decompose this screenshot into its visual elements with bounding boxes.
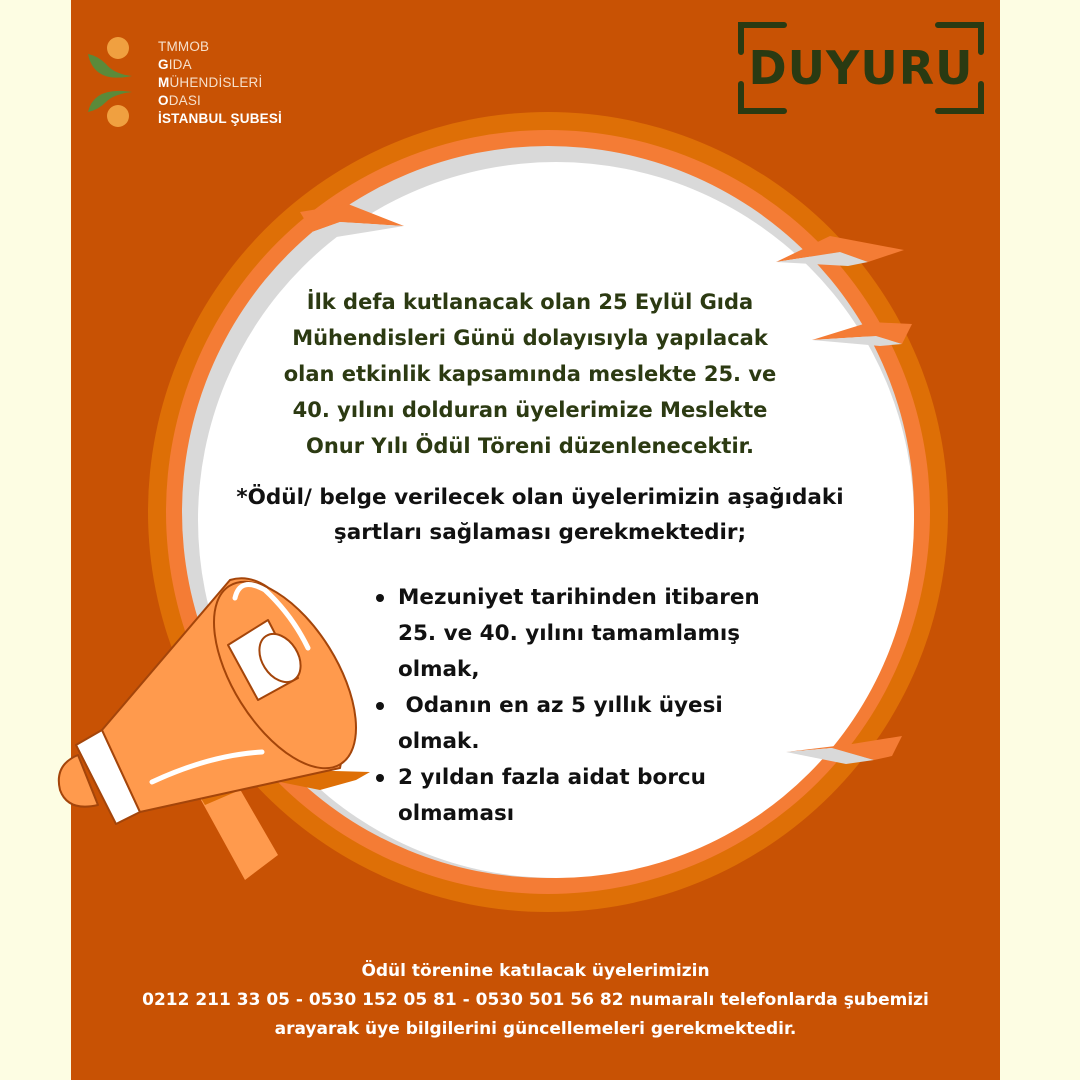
requirements-list bbox=[368, 580, 808, 832]
footer-contact-note bbox=[71, 957, 1000, 1044]
footer-line: arayarak üye bilgilerini güncellemeleri gerekmektedir. bbox=[274, 1019, 797, 1039]
organization-logo bbox=[84, 34, 304, 134]
requirement-item: Odanın en az 5 yıllık üyesi olmak. bbox=[368, 688, 808, 760]
megaphone-icon bbox=[40, 550, 380, 900]
logo-line-odasi: ODASI bbox=[158, 93, 202, 108]
intro-line: olan etkinlik kapsamında meslekte 25. ve bbox=[283, 362, 777, 386]
announcement-title: DUYURU bbox=[748, 41, 974, 95]
intro-line: Mühendisleri Günü dolayısıyla yapılacak bbox=[292, 326, 768, 350]
footer-line: Ödül törenine katılacak üyelerimizin bbox=[361, 961, 710, 981]
requirements-title: *Ödül/ belge verilecek olan üyelerimizin aşağıdaki şartları sağlaması gerekmektedir; bbox=[236, 485, 844, 545]
intro-line: 40. yılını dolduran üyelerimize Meslekte bbox=[292, 398, 768, 422]
logo-line-branch: İSTANBUL ŞUBESİ bbox=[158, 111, 283, 126]
intro-line: Onur Yılı Ödül Töreni düzenlenecektir. bbox=[306, 434, 754, 458]
logo-line-gida: GIDA bbox=[158, 57, 192, 72]
footer-line-phones: 0212 211 33 05 - 0530 152 05 81 - 0530 501 56 82 numaralı telefonlarda şubemizi bbox=[142, 990, 929, 1010]
intro-paragraph bbox=[230, 284, 830, 464]
intro-line: İlk defa kutlanacak olan 25 Eylül Gıda bbox=[306, 290, 754, 314]
logo-text bbox=[158, 38, 282, 128]
logo-line-tmmob: TMMOB bbox=[158, 39, 210, 54]
requirement-item: Mezuniyet tarihinden itibaren 25. ve 40. yılını tamamlamış olmak, bbox=[368, 580, 808, 688]
logo-line-muhendisleri: MÜHENDİSLERİ bbox=[158, 75, 263, 90]
requirement-item: 2 yıldan fazla aidat borcu olmaması bbox=[368, 760, 808, 832]
tmmob-gida-logo-icon bbox=[84, 34, 136, 134]
announcement-badge bbox=[736, 20, 986, 116]
